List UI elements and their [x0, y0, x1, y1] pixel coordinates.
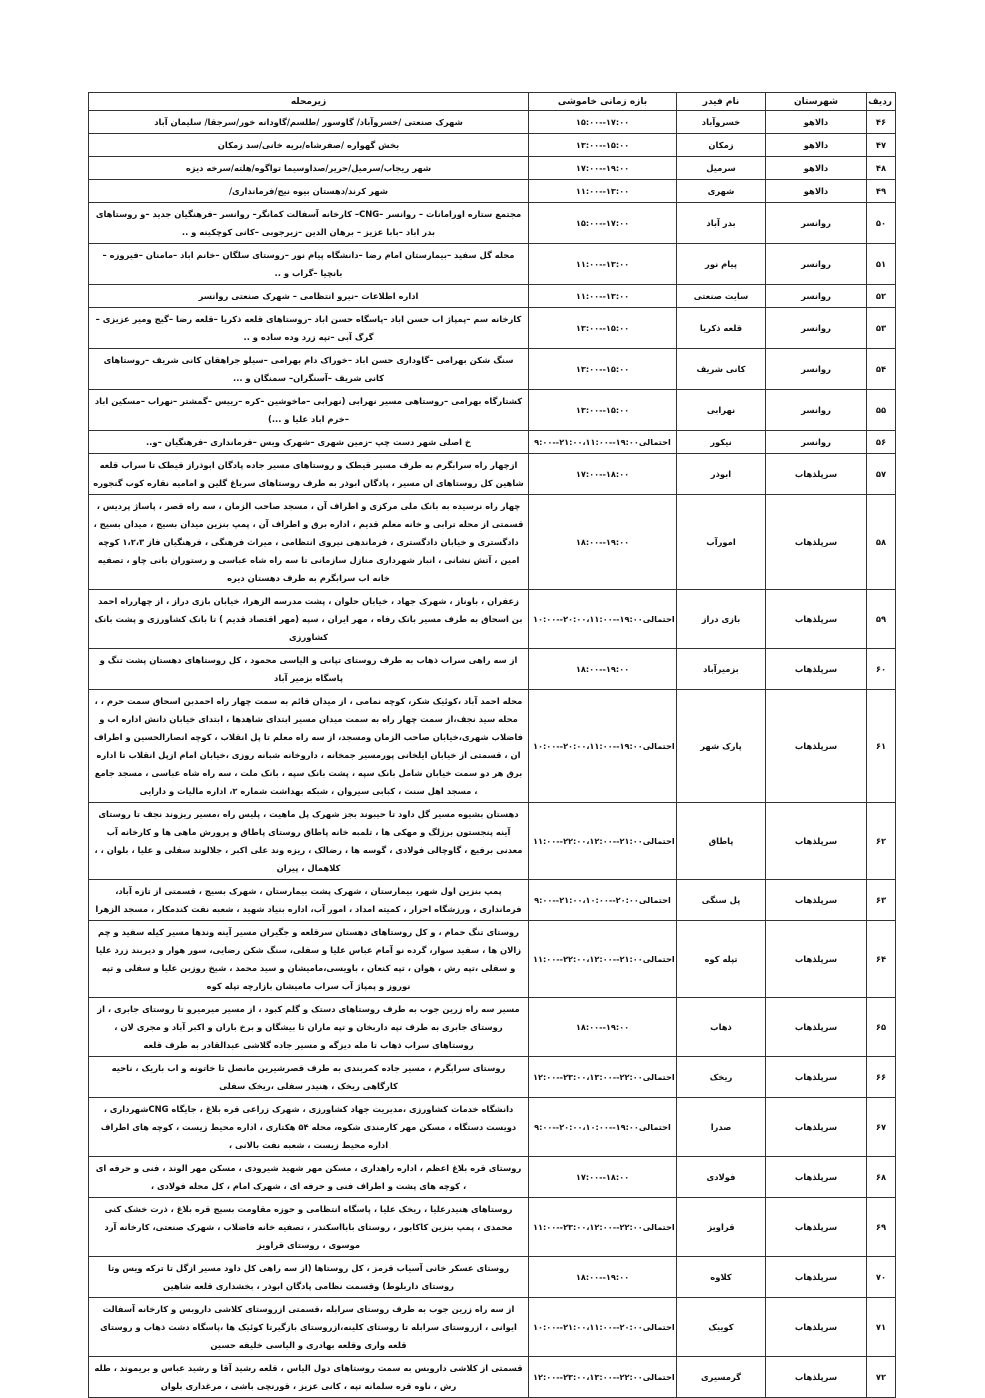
row-number: ۵۴ — [867, 349, 896, 390]
row-number: ۴۹ — [867, 180, 896, 203]
header-county: شهرستان — [766, 93, 867, 111]
time-cell: احتمالی۱۹:۰۰--۲۱:۰۰،۱۱:۰۰--۹:۰۰ — [529, 431, 677, 454]
table-row — [89, 111, 896, 134]
time-cell: ۱۸:۰۰--۱۹:۰۰ — [529, 495, 677, 590]
county-cell: سرپلذهاب — [766, 1257, 867, 1298]
table-row — [89, 454, 896, 495]
time-cell: احتمالی۲۱:۰۰--۲۲:۰۰،۱۲:۰۰--۱۱:۰۰ — [529, 803, 677, 880]
time-cell: احتمالی۱۹:۰۰--۲۰:۰۰،۱۱:۰۰--۱۰:۰۰ — [529, 690, 677, 803]
feeder-cell: سرمیل — [677, 157, 766, 180]
feeder-cell: پاطاق — [677, 803, 766, 880]
feeder-cell: گرمسیری — [677, 1357, 766, 1398]
header-feeder: نام فیدر — [677, 93, 766, 111]
county-cell: سرپلذهاب — [766, 803, 867, 880]
table-row — [89, 285, 896, 308]
county-cell: سرپلذهاب — [766, 649, 867, 690]
row-number: ۶۹ — [867, 1198, 896, 1257]
county-cell: روانسر — [766, 308, 867, 349]
subregion-cell: شهر کرند/دهستان بیوه نیج/فرمانداری/ — [89, 180, 529, 203]
outage-table — [88, 92, 896, 1398]
time-cell: احتمالی۱۹:۰۰--۲۰:۰۰،۱۰:۰۰--۹:۰۰ — [529, 1098, 677, 1157]
feeder-cell: بدر آباد — [677, 203, 766, 244]
county-cell: دالاهو — [766, 180, 867, 203]
subregion-cell: شهرک صنعتی /خسروآباد/ گاوسور /طلسم/گاودانه خور/سرجقا/ سلیمان آباد — [89, 111, 529, 134]
table-row — [89, 157, 896, 180]
time-cell: احتمالی۲۲:۰۰--۲۳:۰۰،۱۳:۰۰--۱۲:۰۰ — [529, 1357, 677, 1398]
table-row — [89, 1098, 896, 1157]
time-cell: ۱۷:۰۰--۱۸:۰۰ — [529, 454, 677, 495]
row-number: ۷۰ — [867, 1257, 896, 1298]
table-row — [89, 308, 896, 349]
feeder-cell: کلاوه — [677, 1257, 766, 1298]
feeder-cell: فولادی — [677, 1157, 766, 1198]
subregion-cell: چهار راه نرسیده به بانک ملی مرکزی و اطراف آن ، مسجد صاحب الزمان ، سه راه قصر ، پاساژ پردیس ، قسمتی از محله ترابی و خانه معلم قدیم ، اداره برق و اطراف آن ، پمپ بنزین میدان بسیج ، میدان بسیج ، دادگستری و خیابان دادگستری ، فرماندهی نیروی انتظامی ، میراث فرهنگی ، فرهنگیان فاز ۱،۲،۳ کوچه امین ، آتش نشانی ، انبار شهرداری منازل سازمانی تا سه راه شاه عباسی و رستوران بانی چاو ، تصفیه خانه اب سرابگرم به طرف دهستان دیره — [89, 495, 529, 590]
row-number: ۵۹ — [867, 590, 896, 649]
county-cell: روانسر — [766, 431, 867, 454]
time-cell: ۱۵:۰۰--۱۷:۰۰ — [529, 111, 677, 134]
time-cell: ۱۷:۰۰--۱۹:۰۰ — [529, 157, 677, 180]
feeder-cell: تپله کوه — [677, 921, 766, 998]
table-row — [89, 1357, 896, 1398]
table-row — [89, 921, 896, 998]
feeder-cell: امورآب — [677, 495, 766, 590]
row-number: ۴۸ — [867, 157, 896, 180]
subregion-cell: اداره اطلاعات –نیرو انتظامی – شهرک صنعتی روانسر — [89, 285, 529, 308]
subregion-cell: بخش گهواره /صفرشاه/بریه خانی/سد زمکان — [89, 134, 529, 157]
table-row — [89, 1298, 896, 1357]
header-radif: ردیف — [867, 93, 896, 111]
row-number: ۵۲ — [867, 285, 896, 308]
subregion-cell: شهر ریجاب/سرمیل/حریر/صداوسیما تواگوه/هلته/سرخه دیزه — [89, 157, 529, 180]
subregion-cell: از سه راه زرین جوب به طرف روستای سرابله ،قسمتی ازروستای کلاشی داروبس و کارخانه آسفالت ایوانی ، ازروستای سرابله تا روستای کلینه،ازروستای بازگیرتا کوئیک ها ،پاسگاه دشت ذهاب و روستای قلعه واری وقلعه بهادری و الیاسی خلیفه حسین — [89, 1298, 529, 1357]
row-number: ۵۶ — [867, 431, 896, 454]
county-cell: سرپلذهاب — [766, 1098, 867, 1157]
table-row — [89, 998, 896, 1057]
feeder-cell: قراویز — [677, 1198, 766, 1257]
subregion-cell: روستاهای هنیدرعلیا ، ریخک علیا ، پاسگاه انتظامی و حوزه مقاومت بسیج قره بلاغ ، ذرت خشک کنی محمدی ، پمپ بنزین کاکابور ، روستای بابااسکندر ، تصفیه خانه فاضلاب ، شهرک صنعتی، کارخانه آرد موسوی ، روستای قراویز — [89, 1198, 529, 1257]
time-cell: ۱۸:۰۰--۱۹:۰۰ — [529, 998, 677, 1057]
county-cell: سرپلذهاب — [766, 921, 867, 998]
row-number: ۶۴ — [867, 921, 896, 998]
table-row — [89, 244, 896, 285]
feeder-cell: قلعه ذکریا — [677, 308, 766, 349]
table-row — [89, 1157, 896, 1198]
feeder-cell: سایت صنعتی — [677, 285, 766, 308]
subregion-cell: محله احمد آباد ،کوئیک شکر، کوچه نمامی ، از میدان قائم به سمت چهار راه احمدبن اسحاق سمت حرم ، ، محله سید نجف،از سمت چهار راه به سمت میدان مسیر ابتدای شاهدها ، ابتدای خیابان دانش اداره اب و فاضلاب شهری،خیابان صاحب الزمان ومسجد، از سه راه معلم تا پل انقلاب ، کوچه انصارالحسین و اطراف ان ، قسمتی از خیابان ایلخانی پورمسیر جمخانه ، داروخانه شبانه روزی ،خیابان امام ازپل انقلاب تا اداره برق هر دو سمت خیابان شامل بانک سپه ، پشت بانک سپه ، بانک ملت ، سه راه شاه عباسی ، مسجد جامع ، مسجد اهل سنت ، کبابی سیروان ، شبکه بهداشت شماره ۲، اداره مالیات و دارایی — [89, 690, 529, 803]
feeder-cell: خسروآباد — [677, 111, 766, 134]
table-row — [89, 1057, 896, 1098]
feeder-cell: بازی دراز — [677, 590, 766, 649]
table-row — [89, 880, 896, 921]
time-cell: احتمالی۲۲:۰۰--۲۳:۰۰،۱۳:۰۰--۱۲:۰۰ — [529, 1057, 677, 1098]
time-cell: احتمالی۲۲:۰۰--۲۳:۰۰،۱۲:۰۰--۱۱:۰۰ — [529, 1198, 677, 1257]
header-subregion: زیرمحله — [89, 93, 529, 111]
feeder-cell: صدرا — [677, 1098, 766, 1157]
feeder-cell: پارک شهر — [677, 690, 766, 803]
subregion-cell: محله گل سفید –بیمارستان امام رضا –دانشگاه پیام نور –روستای سلگان –خانم اباد –مامنان –فیروزه – بانچیا –گراب و .. — [89, 244, 529, 285]
subregion-cell: دهستان بشیوه مسیر گل داود تا حیبوند بجز شهرک پل ماهیت ، پلیس راه ،مسیر ریزوند نجف تا روستای آینه پنجستون برزلگ و مهکی ها ، تلمبه خانه پاطاق روستای پاطاق و پرورش ماهی ها و کارخانه آب معدنی برفیع ، گاوچالی فولادی ، گوسه ها ، رضالک ، ریزه وند علی اکبر ، جلالوند سفلی و علیا ، بلوان ، ، کلاهمال ، پیران — [89, 803, 529, 880]
county-cell: روانسر — [766, 285, 867, 308]
table-row — [89, 649, 896, 690]
subregion-cell: کشتارگاه بهرامی –روستاهی مسیر نهرابی (نهرابی –ماخوشین –کره –رییس –گمشتر –نهراب –مسکین اباد –خرم اباد علیا و ...) — [89, 390, 529, 431]
subregion-cell: روستای عسکر خانی آسیاب قرمز ، کل روستاها (از سه راهی کل داود مسیر ازگل تا ترکه ویس وتا روستای داربلوط) وقسمت نظامی پادگان ابوذر ، بخشداری قلعه شاهین — [89, 1257, 529, 1298]
row-number: ۴۶ — [867, 111, 896, 134]
row-number: ۶۷ — [867, 1098, 896, 1157]
subregion-cell: کارخانه سم –پمپاژ اب حسن اباد –پاسگاه حسن اباد –روستاهای قلعه ذکریا –قلعه رضا –گیج ومیر عزیزی –گرگ آبی –تپه زرد وده ساده و .. — [89, 308, 529, 349]
subregion-cell: زعفران ، باوناز ، شهرک جهاد ، خیابان حلوان ، پشت مدرسه الزهرا، خیابان بازی دراز ، از چهارراه احمد بن اسحاق به طرف مسیر بانک رفاه ، مهر ایران ، سپه (مهر اقتصاد قدیم ) تا بانک کشاورزی و پشت بانک کشاورزی — [89, 590, 529, 649]
feeder-cell: شهری — [677, 180, 766, 203]
time-cell: ۱۳:۰۰--۱۵:۰۰ — [529, 390, 677, 431]
table-row — [89, 495, 896, 590]
header-time: بازه زمانی خاموشی — [529, 93, 677, 111]
table-row — [89, 203, 896, 244]
county-cell: روانسر — [766, 203, 867, 244]
feeder-cell: ابوذر — [677, 454, 766, 495]
time-cell: احتمالی۲۰:۰۰--۲۱:۰۰،۱۱:۰۰--۱۰:۰۰ — [529, 1298, 677, 1357]
county-cell: دالاهو — [766, 111, 867, 134]
county-cell: سرپلذهاب — [766, 590, 867, 649]
county-cell: روانسر — [766, 244, 867, 285]
subregion-cell: روستای تنگ حمام ، و کل روستاهای دهستان سرقلعه و جگیران مسیر آینه وندها مسیر کیله سفید و چم زالان ها ، سفید سوار، گرده نو آمام عباس علیا و سفلی، سنگ شکن رضایی، سور هوار و دیربند زرد علیا و سفلی ،تپه رش ، هوان ، تپه کنعان ، باویسی،مامیشان و سید محمد ، شیخ روزبن علیا و سفلی و تپه نوروز و پمپاژ آب سراب مامیشان بازارچه تپله کوه — [89, 921, 529, 998]
time-cell: احتمالی۲۱:۰۰--۲۲:۰۰،۱۲:۰۰--۱۱:۰۰ — [529, 921, 677, 998]
feeder-cell: پل سنگی — [677, 880, 766, 921]
row-number: ۵۰ — [867, 203, 896, 244]
subregion-cell: روستای سرابگرم ، مسیر جاده کمربندی به طرف قصرشیرین مانصل تا خاتونه و اب باریک ، ناحیه کارگاهی ریخک ، هنیدر سفلی ،ریخک سفلی — [89, 1057, 529, 1098]
row-number: ۷۲ — [867, 1357, 896, 1398]
time-cell: احتمالی۲۰:۰۰--۲۱:۰۰،۱۰:۰۰--۹:۰۰ — [529, 880, 677, 921]
header-row — [89, 93, 896, 111]
row-number: ۶۵ — [867, 998, 896, 1057]
subregion-cell: مسیر سه راه زرین جوب به طرف روستاهای دستک و گلم کبود ، از مسیر میرمیرو تا روستای جابری ، از روستای جابری به طرف تپه داربخان و تپه ماران تا بیشگان و برخ باران و اکبر آباد و مجری لان ، روستاهای سراب ذهاب تا مله دیزگه و مسیر جاده گلاشی عبدالقادر به طرف قلعه — [89, 998, 529, 1057]
time-cell: احتمالی۱۹:۰۰--۲۰:۰۰،۱۱:۰۰--۱۰:۰۰ — [529, 590, 677, 649]
row-number: ۷۱ — [867, 1298, 896, 1357]
row-number: ۵۳ — [867, 308, 896, 349]
time-cell: ۱۱:۰۰--۱۳:۰۰ — [529, 285, 677, 308]
county-cell: سرپلذهاب — [766, 1357, 867, 1398]
county-cell: سرپلذهاب — [766, 1157, 867, 1198]
subregion-cell: قسمتی از کلاشی داروبس به سمت روستاهای دول الیاس ، قلعه رشید آقا و رشید عباس و بریموند ، طله رش ، ناوه قره سلمانه تپه ، کانی عزیز ، قورنچی باشی ، مرغداری بلوان — [89, 1357, 529, 1398]
table-row — [89, 803, 896, 880]
row-number: ۶۳ — [867, 880, 896, 921]
feeder-cell: نیکور — [677, 431, 766, 454]
subregion-cell: ازچهار راه سرابگرم به طرف مسیر قیطک و روستاهای مسیر جاده پادگان ابوذراز قیطک تا سراب قلعه شاهین کل روستاهای ان مسیر ، پادگان ابوذر به طرف روستاهای سرباغ گلین و امامیه نقاره کوب گنجوره — [89, 454, 529, 495]
row-number: ۵۸ — [867, 495, 896, 590]
row-number: ۶۶ — [867, 1057, 896, 1098]
feeder-cell: زمکان — [677, 134, 766, 157]
county-cell: سرپلذهاب — [766, 690, 867, 803]
time-cell: ۱۷:۰۰--۱۸:۰۰ — [529, 1157, 677, 1198]
table-row — [89, 390, 896, 431]
time-cell: ۱۱:۰۰--۱۳:۰۰ — [529, 180, 677, 203]
row-number: ۵۷ — [867, 454, 896, 495]
time-cell: ۱۳:۰۰--۱۵:۰۰ — [529, 349, 677, 390]
row-number: ۶۲ — [867, 803, 896, 880]
table-row — [89, 134, 896, 157]
county-cell: سرپلذهاب — [766, 454, 867, 495]
feeder-cell: کوییک — [677, 1298, 766, 1357]
table-row — [89, 349, 896, 390]
county-cell: دالاهو — [766, 157, 867, 180]
county-cell: سرپلذهاب — [766, 1057, 867, 1098]
subregion-cell: دانشگاه خدمات کشاورزی ،مدیریت جهاد کشاورزی ، شهرک زراعی قره بلاغ ، جایگاه CNGشهرداری ، دویست دستگاه ، مسکن مهر کارمندی شکوه، محله ۵۴ هکتاری ، اداره محیط زیست ، کوچه های اطراف اداره محیط زیست ، شعبه نفت بالانی ، — [89, 1098, 529, 1157]
row-number: ۶۱ — [867, 690, 896, 803]
county-cell: روانسر — [766, 390, 867, 431]
table-row — [89, 1257, 896, 1298]
time-cell: ۱۳:۰۰--۱۵:۰۰ — [529, 134, 677, 157]
subregion-cell: سنگ شکن بهرامی –گاوداری حسن اباد –خوراک دام بهرامی –سیلو جراهقان کانی شریف –روستاهای کانی شریف –آسنگران– سمنگان و ... — [89, 349, 529, 390]
time-cell: ۱۱:۰۰--۱۳:۰۰ — [529, 244, 677, 285]
subregion-cell: پمپ بنزین اول شهر، بیمارستان ، شهرک پشت بیمارستان ، شهرک بسیج ، قسمتی از تازه آباد، فرمانداری ، ورزشگاه احرار ، کمیته امداد ، امور آب، اداره بنیاد شهید ، شعبه نفت کندمکار ، مسجد الزهرا — [89, 880, 529, 921]
outage-schedule-document — [88, 92, 895, 1398]
table-row — [89, 590, 896, 649]
county-cell: سرپلذهاب — [766, 495, 867, 590]
feeder-cell: ریخک — [677, 1057, 766, 1098]
table-body — [89, 111, 896, 1398]
feeder-cell: ذهاب — [677, 998, 766, 1057]
row-number: ۶۰ — [867, 649, 896, 690]
row-number: ۵۱ — [867, 244, 896, 285]
county-cell: دالاهو — [766, 134, 867, 157]
county-cell: سرپلذهاب — [766, 880, 867, 921]
subregion-cell: خ اصلی شهر دست چپ –زمین شهری –شهرک ویس –فرمانداری –فرهنگیان –و.. — [89, 431, 529, 454]
row-number: ۶۸ — [867, 1157, 896, 1198]
subregion-cell: مجتمع ستاره اورامانات – روانسر –CNG– کارخانه آسفالت کمانگر– روانسر –فرهنگیان جدید –و روستاهای بدر اباد –بابا عزیز – برهان الدین –زیرجوبی –کانی کوچکینه و .. — [89, 203, 529, 244]
table-row — [89, 690, 896, 803]
table-row — [89, 1198, 896, 1257]
county-cell: سرپلذهاب — [766, 1298, 867, 1357]
feeder-cell: پیام نور — [677, 244, 766, 285]
feeder-cell: نهرابی — [677, 390, 766, 431]
feeder-cell: کانی شریف — [677, 349, 766, 390]
time-cell: ۱۸:۰۰--۱۹:۰۰ — [529, 1257, 677, 1298]
time-cell: ۱۳:۰۰--۱۵:۰۰ — [529, 308, 677, 349]
subregion-cell: از سه راهی سراب ذهاب به طرف روستای تپانی و الیاسی محمود ، کل روستاهای دهستان پشت تنگ و پاسگاه بزمیر آباد — [89, 649, 529, 690]
row-number: ۵۵ — [867, 390, 896, 431]
subregion-cell: روستای قره بلاغ اعظم ، اداره راهداری ، مسکن مهر شهید شیرودی ، مسکن مهر الوند ، فنی و حرفه ای ، کوچه های پشت و اطراف فنی و حرفه ای ، شهرک امام ، کل محله فولادی ، — [89, 1157, 529, 1198]
county-cell: سرپلذهاب — [766, 1198, 867, 1257]
county-cell: سرپلذهاب — [766, 998, 867, 1057]
time-cell: ۱۸:۰۰--۱۹:۰۰ — [529, 649, 677, 690]
row-number: ۴۷ — [867, 134, 896, 157]
feeder-cell: بزمیرآباد — [677, 649, 766, 690]
table-row — [89, 180, 896, 203]
table-row — [89, 431, 896, 454]
county-cell: روانسر — [766, 349, 867, 390]
time-cell: ۱۵:۰۰--۱۷:۰۰ — [529, 203, 677, 244]
